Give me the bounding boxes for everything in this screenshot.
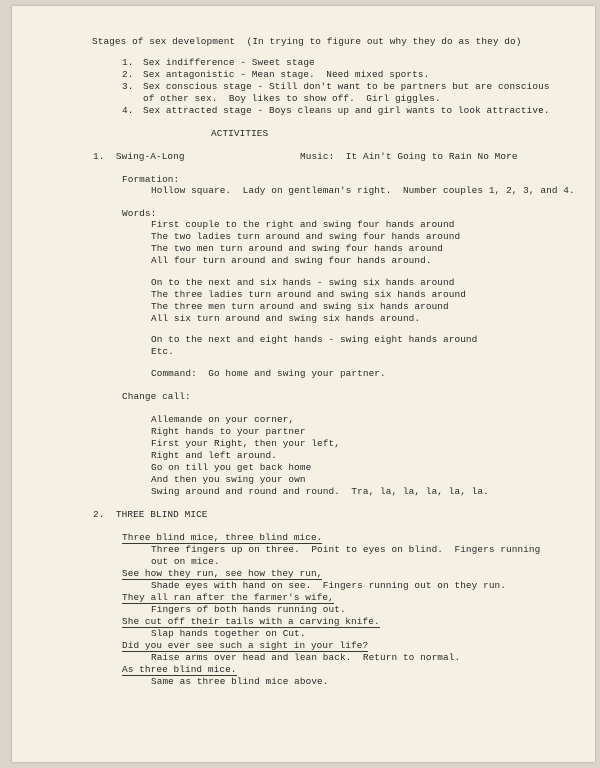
stage-number: 3. [122, 81, 134, 92]
song-line [122, 640, 368, 652]
action-line: Shade eyes with hand on see. Fingers running out on they run. [151, 580, 507, 591]
call-line: And then you swing your own [151, 474, 306, 485]
call-line: First your Right, then your left, [151, 438, 340, 449]
action-line: out on mice. [151, 556, 220, 567]
action-line: Same as three blind mice above. [151, 676, 329, 687]
lyric-line: The two men turn around and swing four hands around [151, 243, 444, 254]
song-line-text: She cut off their tails with a carving knife. [122, 616, 380, 627]
call-line: Right and left around. [151, 450, 277, 461]
dance-music: Music: It Ain't Going to Rain No More [300, 151, 518, 162]
command-line: Command: Go home and swing your partner. [151, 368, 386, 379]
song-line [122, 616, 380, 628]
action-line: Fingers of both hands running out. [151, 604, 346, 615]
stage-text: Sex attracted stage - Boys cleans up and girl wants to look attractive. [143, 105, 550, 116]
lyric-line: All four turn around and swing four hands around. [151, 255, 432, 266]
lyric-line: First couple to the right and swing four hands around [151, 219, 455, 230]
lyric-line: The three ladies turn around and swing six hands around [151, 289, 466, 300]
stage-number: 4. [122, 105, 134, 116]
activities-heading: ACTIVITIES [211, 128, 269, 139]
song-line [122, 568, 322, 580]
song-line-text: As three blind mice. [122, 664, 237, 675]
call-line: Allemande on your corner, [151, 414, 295, 425]
formation-label: Formation: [122, 174, 180, 185]
stage-text: of other sex. Boy likes to show off. Girl giggles. [143, 93, 441, 104]
call-line: Go on till you get back home [151, 462, 312, 473]
call-line: Swing around and round and round. Tra, la, la, la, la, la. [151, 486, 489, 497]
lyric-line: On to the next and six hands - swing six hands around [151, 277, 455, 288]
lyric-line: On to the next and eight hands - swing eight hands around [151, 334, 478, 345]
song-line-text: See how they run, see how they run, [122, 568, 323, 579]
song-line-text: Three blind mice, three blind mice. [122, 532, 323, 543]
action-line: Raise arms over head and lean back. Return to normal. [151, 652, 461, 663]
song-line-text: They all ran after the farmer's wife, [122, 592, 334, 603]
lyric-line: Etc. [151, 346, 174, 357]
stage-text: Sex conscious stage - Still don't want to be partners but are conscious [143, 81, 550, 92]
formation-text: Hollow square. Lady on gentleman's right. Number couples 1, 2, 3, and 4. [151, 185, 575, 196]
lyric-line: All six turn around and swing six hands around. [151, 313, 421, 324]
song-line-text: Did you ever see such a sight in your life? [122, 640, 369, 651]
lyric-line: The three men turn around and swing six hands around [151, 301, 449, 312]
page-header: Stages of sex development (In trying to figure out why they do as they do) [92, 36, 522, 47]
song-line [122, 592, 334, 604]
action-line: Slap hands together on Cut. [151, 628, 306, 639]
words-label: Words: [122, 208, 157, 219]
song-line [122, 664, 237, 676]
dance-title: 1. Swing-A-Long [93, 151, 185, 162]
song-line [122, 532, 322, 544]
action-line: Three fingers up on three. Point to eyes on blind. Fingers running [151, 544, 541, 555]
dance-title: 2. THREE BLIND MICE [93, 509, 208, 520]
change-call-label: Change call: [122, 391, 191, 402]
lyric-line: The two ladies turn around and swing four hands around [151, 231, 461, 242]
call-line: Right hands to your partner [151, 426, 306, 437]
stage-number: 2. [122, 69, 134, 80]
stage-text: Sex antagonistic - Mean stage. Need mixed sports. [143, 69, 430, 80]
stage-number: 1. [122, 57, 134, 68]
stage-text: Sex indifference - Sweet stage [143, 57, 315, 68]
